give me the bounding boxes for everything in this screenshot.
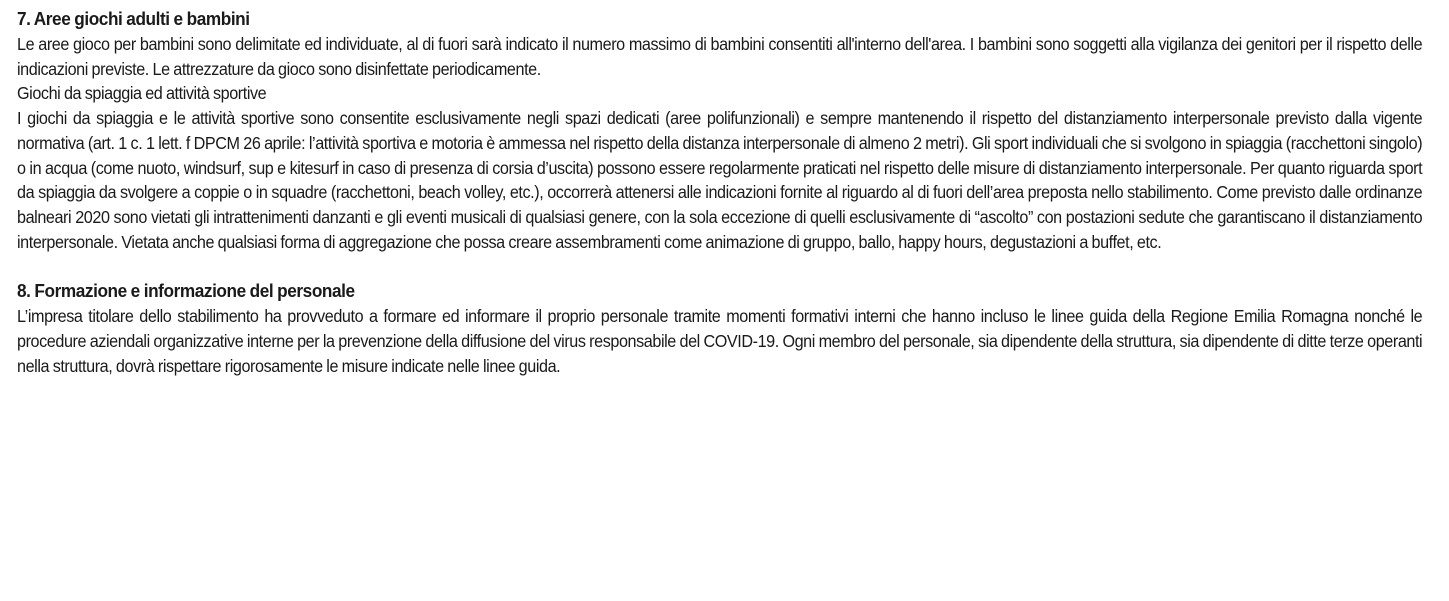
section-7 bbox=[17, 6, 1422, 254]
section-7-subtitle: Giochi da spiaggia ed attività sportive bbox=[17, 83, 267, 104]
section-8-title: 8. Formazione e informazione del personale bbox=[17, 280, 355, 302]
section-8-paragraph-1: L’impresa titolare dello stabilimento ha provveduto a formare ed informare il proprio personale tramite momenti formativi interni che hanno incluso le linee guida della Regione Emilia Romagna nonché le procedure aziendali organizzative interne per la prevenzione della diffusione del virus responsabile del COVID-19. Ogni membro del personale, sia dipendente della struttura, sia dipendente di ditte terze operanti nella struttura, dovrà rispettare rigorosamente le misure indicate nelle linee guida. bbox=[17, 306, 1423, 376]
section-7-paragraph-2: I giochi da spiaggia e le attività sportive sono consentite esclusivamente negli spazi dedicati (aree polifunzionali) e sempre mantenendo il rispetto del distanziamento interpersonale previsto dalla vigente normativa (art. 1 c. 1 lett. f DPCM 26 aprile: l’attività sportiva e motoria è ammessa nel rispetto della distanza interpersonale di almeno 2 metri). Gli sport individuali che si svolgono in spiaggia (racchettoni singolo) o in acqua (come nuoto, windsurf, sup e kitesurf in caso di presenza di corsia d’uscita) possono essere regolarmente praticati nel rispetto delle misure di distanziamento interpersonale. Per quanto riguarda sport da spiaggia da svolgere a coppie o in squadre (racchettoni, beach volley, etc.), occorrerà attenersi alle indicazioni fornite al riguardo al di fuori dell’area preposta nello stabilimento. Come previsto dalle ordinanze balneari 2020 sono vietati gli intrattenimenti danzanti e gli eventi musicali di qualsiasi genere, con la sola eccezione di quelli esclusivamente di “ascolto” con postazioni sedute che garantiscano il distanziamento interpersonale. Vietata anche qualsiasi forma di aggregazione che possa creare assembramenti come animazione di gruppo, ballo, happy hours, degustazioni a buffet, etc. bbox=[17, 108, 1423, 252]
document-page bbox=[17, 6, 1422, 378]
section-7-paragraph-1: Le aree gioco per bambini sono delimitate ed individuate, al di fuori sarà indicato il numero massimo di bambini consentiti all'interno dell'area. I bambini sono soggetti alla vigilanza dei genitori per il rispetto delle indicazioni previste. Le attrezzature da gioco sono disinfettate periodicamente. bbox=[17, 34, 1423, 79]
section-8 bbox=[17, 278, 1422, 378]
section-7-title: 7. Aree giochi adulti e bambini bbox=[17, 8, 250, 29]
